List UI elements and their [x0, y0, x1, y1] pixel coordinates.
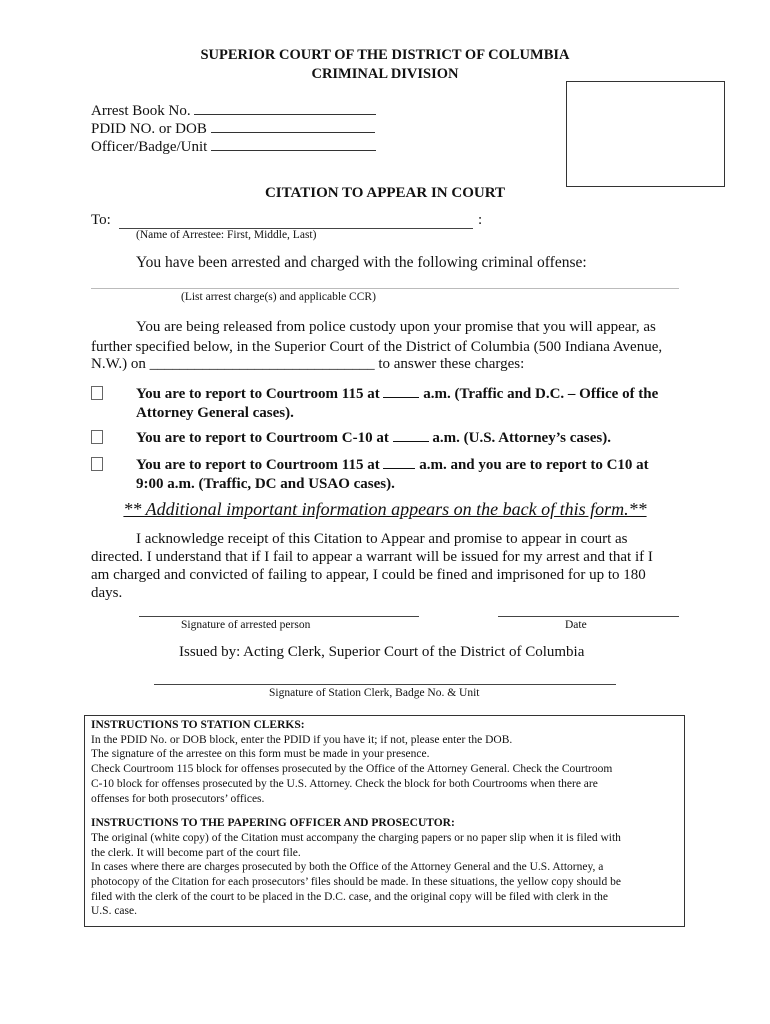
signature-caption: Signature of arrested person [181, 619, 311, 631]
instructions-box [84, 715, 685, 927]
to-label: To: [91, 212, 111, 228]
papering-instructions-heading: INSTRUCTIONS TO THE PAPERING OFFICER AND PROSECUTOR: [91, 817, 455, 830]
court-name: SUPERIOR COURT OF THE DISTRICT OF COLUMBIA [200, 47, 570, 63]
date-line[interactable] [498, 615, 679, 617]
time-blank[interactable] [393, 428, 429, 442]
checkbox[interactable] [91, 430, 103, 444]
charge-caption: (List arrest charge(s) and applicable CCR) [181, 291, 376, 303]
papering-instruction-line: In cases where there are charges prosecuted by both the Office of the Attorney General and the U.S. Attorney, a [91, 861, 604, 874]
to-colon: : [478, 212, 483, 228]
acknowledge-line-2: directed. I understand that if I fail to appear a warrant will be issued for my arrest and that if I [91, 549, 653, 565]
time-blank[interactable] [383, 455, 415, 469]
option-both-courtrooms[interactable] [91, 455, 681, 495]
charged-text: You have been arrested and charged with the following criminal offense: [136, 254, 587, 271]
papering-instruction-line: filed with the clerk of the court to be placed in the D.C. case, and the original copy will be filed with clerk in the [91, 890, 609, 903]
option-text-before: You are to report to Courtroom 115 at [136, 457, 380, 473]
station-clerk-caption: Signature of Station Clerk, Badge No. & Unit [269, 687, 480, 699]
option-text-before: You are to report to Courtroom 115 at [136, 386, 380, 402]
back-of-form-notice [0, 499, 770, 520]
clerks-instruction-line: Check Courtroom 115 block for offenses prosecuted by the Office of the Attorney General. Check the Courtroom [91, 763, 613, 776]
pdid-label: PDID NO. or DOB [91, 121, 207, 137]
notice-text: ** Additional important information appears on the back of this form.** [123, 499, 647, 519]
arrest-book-label: Arrest Book No. [91, 103, 191, 119]
arrest-book-line[interactable] [194, 101, 376, 115]
papering-instruction-line: The original (white copy) of the Citation must accompany the charging papers or no paper slip when it is filed with [91, 831, 621, 844]
acknowledge-line-1: I acknowledge receipt of this Citation to Appear and promise to appear in court as [136, 531, 628, 547]
option-text-after: a.m. (U.S. Attorney’s cases). [432, 430, 611, 446]
release-line-3-suffix: to answer these charges: [378, 356, 525, 372]
papering-instruction-line: the clerk. It will become part of the court file. [91, 846, 301, 859]
option-courtroom-115-traffic[interactable] [91, 384, 681, 424]
charge-line[interactable] [91, 287, 679, 289]
form-title: CITATION TO APPEAR IN COURT [264, 185, 506, 201]
time-blank[interactable] [383, 384, 419, 398]
checkbox[interactable] [91, 457, 103, 471]
officer-label: Officer/Badge/Unit [91, 139, 208, 155]
option-text-before: You are to report to Courtroom C-10 at [136, 430, 389, 446]
option-text-line2: Attorney General cases). [136, 405, 294, 421]
release-line-2: further specified below, in the Superior Court of the District of Columbia (500 Indiana Avenue, [91, 339, 663, 355]
clerks-instruction-line: The signature of the arrestee on this form must be made in your presence. [91, 748, 430, 761]
division-name: CRIMINAL DIVISION [311, 66, 459, 82]
checkbox[interactable] [91, 386, 103, 400]
acknowledge-line-4: days. [91, 585, 123, 601]
photo-box [566, 81, 725, 187]
clerks-instructions-heading: INSTRUCTIONS TO STATION CLERKS: [91, 719, 305, 731]
option-text-after: a.m. (Traffic and D.C. – Office of the [423, 386, 659, 402]
arrestee-name-caption: (Name of Arrestee: First, Middle, Last) [136, 229, 317, 241]
arrestee-signature-line[interactable] [139, 615, 419, 617]
officer-field[interactable] [91, 137, 376, 156]
date-caption: Date [565, 619, 587, 631]
officer-line[interactable] [211, 137, 376, 151]
pdid-line[interactable] [211, 119, 375, 133]
option-courtroom-c10[interactable] [91, 428, 681, 448]
option-text-line2: 9:00 a.m. (Traffic, DC and USAO cases). [136, 476, 395, 492]
court-date-blank[interactable]: ______________________________ [149, 356, 375, 372]
issued-by: Issued by: Acting Clerk, Superior Court of the District of Columbia [179, 644, 585, 660]
arrest-book-field[interactable] [91, 101, 376, 120]
pdid-field[interactable] [91, 119, 375, 138]
papering-instruction-line: photocopy of the Citation for each prosecutors’ files should be made. In these situations, the yellow copy should be [91, 876, 621, 889]
clerks-instruction-line: offenses for both prosecutors’ offices. [91, 792, 265, 805]
clerks-instruction-line: In the PDID No. or DOB block, enter the PDID if you have it; if not, please enter the DOB. [91, 733, 513, 746]
option-text-after: a.m. and you are to report to C10 at [419, 457, 649, 473]
release-line-3 [91, 354, 524, 374]
station-clerk-signature-line[interactable] [154, 683, 616, 685]
release-line-3-prefix: N.W.) on [91, 356, 146, 372]
clerks-instruction-line: C-10 block for offenses prosecuted by the U.S. Attorney. Check the block for both Courtrooms when there are [91, 777, 598, 790]
release-line-1: You are being released from police custody upon your promise that you will appear, as [136, 319, 656, 335]
papering-instruction-line: U.S. case. [91, 905, 137, 918]
acknowledge-line-3: am charged and convicted of failing to appear, I could be fined and imprisoned for up to 180 [91, 567, 646, 583]
